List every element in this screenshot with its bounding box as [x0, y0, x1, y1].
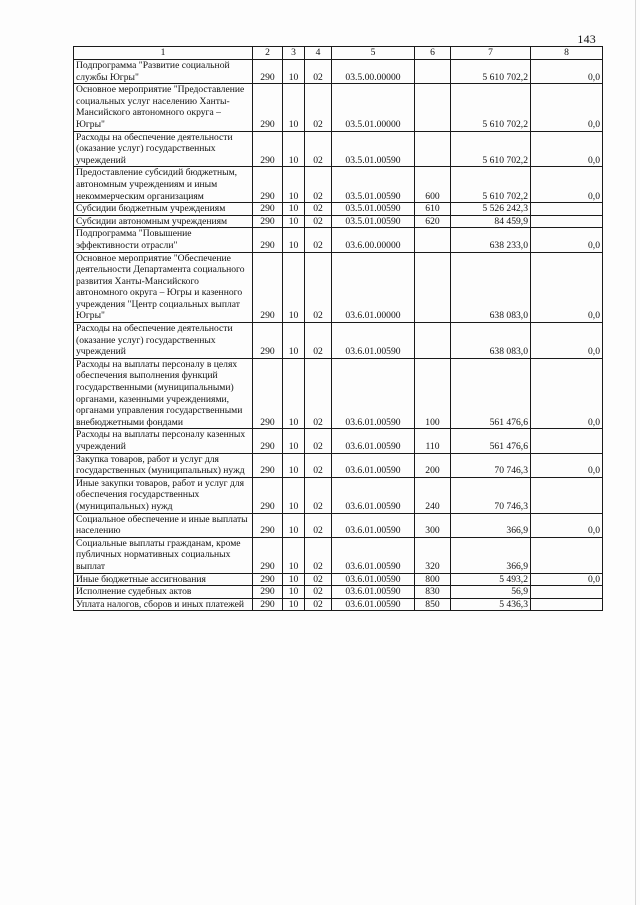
cell-amount: 561 476,6: [451, 358, 531, 429]
cell-section: 10: [283, 537, 305, 573]
cell-name: Субсидии бюджетным учреждениям: [74, 203, 253, 216]
cell-amount: 5 610 702,2: [451, 131, 531, 167]
cell-expense-type: 610: [415, 203, 451, 216]
cell-expense-type: [415, 131, 451, 167]
cell-name: Расходы на выплаты персоналу в целях обеспечения выполнения функций государственными (муниципальными) органами, казенными учреждениями, органами управления государственными внебюджетными фондами: [74, 358, 253, 429]
column-header: 7: [451, 47, 531, 60]
cell-amount: 5 493,2: [451, 573, 531, 586]
cell-name: Расходы на выплаты персоналу казенных учреждений: [74, 429, 253, 453]
cell-subsection: 02: [305, 323, 332, 359]
cell-target-article: 03.6.01.00590: [332, 358, 415, 429]
cell-subsection: 02: [305, 586, 332, 599]
table-row: [74, 513, 603, 537]
cell-ministry: 290: [253, 429, 283, 453]
cell-amount-extra: 0,0: [531, 453, 603, 477]
cell-subsection: 02: [305, 252, 332, 323]
cell-amount-extra: 0,0: [531, 573, 603, 586]
column-header: 6: [415, 47, 451, 60]
cell-ministry: 290: [253, 573, 283, 586]
cell-amount: 638 083,0: [451, 323, 531, 359]
cell-target-article: 03.6.01.00590: [332, 598, 415, 611]
table-row: [74, 358, 603, 429]
table-row: [74, 215, 603, 228]
cell-ministry: 290: [253, 252, 283, 323]
cell-name: Расходы на обеспечение деятельности (оказание услуг) государственных учреждений: [74, 131, 253, 167]
column-header: 5: [332, 47, 415, 60]
cell-name: Основное мероприятие "Обеспечение деятельности Департамента социального развития Ханты-Мансийского автономного округа – Югры и казенного учреждения "Центр социальных выплат Югры": [74, 252, 253, 323]
cell-ministry: 290: [253, 358, 283, 429]
cell-ministry: 290: [253, 228, 283, 252]
page-number: 143: [577, 32, 596, 46]
cell-section: 10: [283, 453, 305, 477]
column-header: 1: [74, 47, 253, 60]
cell-amount: 366,9: [451, 537, 531, 573]
cell-name: Социальные выплаты гражданам, кроме публичных нормативных социальных выплат: [74, 537, 253, 573]
cell-subsection: 02: [305, 215, 332, 228]
cell-name: Подпрограмма "Повышение эффективности отрасли": [74, 228, 253, 252]
column-header: 8: [531, 47, 603, 60]
table-row: [74, 429, 603, 453]
cell-target-article: 03.6.01.00590: [332, 453, 415, 477]
cell-amount: 638 083,0: [451, 252, 531, 323]
cell-amount-extra: 0,0: [531, 60, 603, 84]
table-row: [74, 252, 603, 323]
cell-amount-extra: 0,0: [531, 252, 603, 323]
cell-amount-extra: 0,0: [531, 167, 603, 203]
table-header: [74, 47, 603, 60]
cell-section: 10: [283, 203, 305, 216]
cell-amount: 5 610 702,2: [451, 84, 531, 131]
cell-subsection: 02: [305, 513, 332, 537]
table-row: [74, 131, 603, 167]
cell-expense-type: 320: [415, 537, 451, 573]
cell-subsection: 02: [305, 477, 332, 513]
table-row: [74, 203, 603, 216]
cell-subsection: 02: [305, 453, 332, 477]
cell-section: 10: [283, 60, 305, 84]
cell-target-article: 03.5.01.00590: [332, 215, 415, 228]
cell-expense-type: [415, 84, 451, 131]
cell-expense-type: 100: [415, 358, 451, 429]
cell-expense-type: 600: [415, 167, 451, 203]
cell-amount: 5 610 702,2: [451, 167, 531, 203]
cell-amount-extra: [531, 203, 603, 216]
cell-ministry: 290: [253, 203, 283, 216]
cell-expense-type: 300: [415, 513, 451, 537]
cell-name: Основное мероприятие "Предоставление социальных услуг населению Ханты-Мансийского автономного округа – Югры": [74, 84, 253, 131]
cell-target-article: 03.6.01.00590: [332, 573, 415, 586]
cell-expense-type: [415, 252, 451, 323]
cell-target-article: 03.6.01.00590: [332, 477, 415, 513]
cell-target-article: 03.6.00.00000: [332, 228, 415, 252]
cell-subsection: 02: [305, 203, 332, 216]
cell-target-article: 03.5.01.00590: [332, 131, 415, 167]
header-row: [74, 47, 603, 60]
cell-ministry: 290: [253, 84, 283, 131]
cell-section: 10: [283, 228, 305, 252]
cell-subsection: 02: [305, 60, 332, 84]
cell-section: 10: [283, 513, 305, 537]
cell-amount: 56,9: [451, 586, 531, 599]
cell-section: 10: [283, 573, 305, 586]
cell-section: 10: [283, 252, 305, 323]
cell-ministry: 290: [253, 513, 283, 537]
column-header: 3: [283, 47, 305, 60]
cell-subsection: 02: [305, 358, 332, 429]
cell-amount: 5 526 242,3: [451, 203, 531, 216]
cell-ministry: 290: [253, 215, 283, 228]
cell-amount-extra: 0,0: [531, 513, 603, 537]
cell-subsection: 02: [305, 429, 332, 453]
cell-amount: 84 459,9: [451, 215, 531, 228]
table-row: [74, 167, 603, 203]
column-header: 2: [253, 47, 283, 60]
cell-subsection: 02: [305, 167, 332, 203]
cell-name: Уплата налогов, сборов и иных платежей: [74, 598, 253, 611]
cell-expense-type: 850: [415, 598, 451, 611]
cell-section: 10: [283, 215, 305, 228]
cell-expense-type: 240: [415, 477, 451, 513]
column-header: 4: [305, 47, 332, 60]
cell-name: Закупка товаров, работ и услуг для государственных (муниципальных) нужд: [74, 453, 253, 477]
table-row: [74, 84, 603, 131]
cell-subsection: 02: [305, 573, 332, 586]
cell-target-article: 03.5.00.00000: [332, 60, 415, 84]
cell-expense-type: 200: [415, 453, 451, 477]
cell-amount-extra: 0,0: [531, 358, 603, 429]
cell-target-article: 03.6.01.00590: [332, 586, 415, 599]
cell-subsection: 02: [305, 84, 332, 131]
cell-amount: 70 746,3: [451, 477, 531, 513]
cell-amount-extra: [531, 598, 603, 611]
cell-expense-type: [415, 228, 451, 252]
cell-section: 10: [283, 358, 305, 429]
cell-name: Иные закупки товаров, работ и услуг для обеспечения государственных (муниципальных) нужд: [74, 477, 253, 513]
budget-table: [73, 46, 603, 611]
table-row: [74, 477, 603, 513]
cell-target-article: 03.6.01.00590: [332, 323, 415, 359]
cell-section: 10: [283, 477, 305, 513]
table-row: [74, 60, 603, 84]
cell-ministry: 290: [253, 60, 283, 84]
cell-ministry: 290: [253, 586, 283, 599]
cell-name: Социальное обеспечение и иные выплаты населению: [74, 513, 253, 537]
cell-expense-type: [415, 60, 451, 84]
cell-subsection: 02: [305, 537, 332, 573]
cell-amount: 5 610 702,2: [451, 60, 531, 84]
cell-section: 10: [283, 323, 305, 359]
cell-expense-type: [415, 323, 451, 359]
cell-section: 10: [283, 429, 305, 453]
cell-amount-extra: [531, 429, 603, 453]
cell-target-article: 03.6.01.00590: [332, 537, 415, 573]
cell-amount-extra: 0,0: [531, 323, 603, 359]
cell-amount: 561 476,6: [451, 429, 531, 453]
cell-target-article: 03.6.01.00590: [332, 513, 415, 537]
cell-ministry: 290: [253, 453, 283, 477]
cell-amount: 366,9: [451, 513, 531, 537]
table-row: [74, 598, 603, 611]
cell-name: Субсидии автономным учреждениям: [74, 215, 253, 228]
table-row: [74, 323, 603, 359]
cell-amount-extra: 0,0: [531, 84, 603, 131]
cell-target-article: 03.5.01.00590: [332, 203, 415, 216]
table-row: [74, 228, 603, 252]
cell-ministry: 290: [253, 537, 283, 573]
cell-amount: 70 746,3: [451, 453, 531, 477]
cell-amount: 638 233,0: [451, 228, 531, 252]
cell-name: Предоставление субсидий бюджетным, автономным учреждениям и иным некоммерческим организациям: [74, 167, 253, 203]
cell-expense-type: 620: [415, 215, 451, 228]
cell-section: 10: [283, 586, 305, 599]
cell-ministry: 290: [253, 323, 283, 359]
cell-ministry: 290: [253, 477, 283, 513]
cell-target-article: 03.5.01.00000: [332, 84, 415, 131]
scan-edge-line: [635, 0, 636, 905]
cell-section: 10: [283, 598, 305, 611]
cell-target-article: 03.6.01.00590: [332, 429, 415, 453]
cell-subsection: 02: [305, 598, 332, 611]
cell-amount: 5 436,3: [451, 598, 531, 611]
table-row: [74, 537, 603, 573]
table-body: [74, 60, 603, 611]
cell-section: 10: [283, 131, 305, 167]
table-row: [74, 453, 603, 477]
cell-name: Исполнение судебных актов: [74, 586, 253, 599]
cell-name: Подпрограмма "Развитие социальной службы Югры": [74, 60, 253, 84]
cell-target-article: 03.6.01.00000: [332, 252, 415, 323]
cell-amount-extra: [531, 586, 603, 599]
table-row: [74, 586, 603, 599]
cell-subsection: 02: [305, 131, 332, 167]
cell-expense-type: 800: [415, 573, 451, 586]
cell-ministry: 290: [253, 167, 283, 203]
cell-expense-type: 830: [415, 586, 451, 599]
cell-expense-type: 110: [415, 429, 451, 453]
table-row: [74, 573, 603, 586]
cell-amount-extra: [531, 477, 603, 513]
cell-target-article: 03.5.01.00590: [332, 167, 415, 203]
cell-amount-extra: 0,0: [531, 131, 603, 167]
cell-amount-extra: 0,0: [531, 228, 603, 252]
cell-section: 10: [283, 167, 305, 203]
cell-section: 10: [283, 84, 305, 131]
cell-name: Расходы на обеспечение деятельности (оказание услуг) государственных учреждений: [74, 323, 253, 359]
cell-name: Иные бюджетные ассигнования: [74, 573, 253, 586]
cell-ministry: 290: [253, 131, 283, 167]
cell-subsection: 02: [305, 228, 332, 252]
cell-amount-extra: [531, 537, 603, 573]
cell-ministry: 290: [253, 598, 283, 611]
cell-amount-extra: [531, 215, 603, 228]
